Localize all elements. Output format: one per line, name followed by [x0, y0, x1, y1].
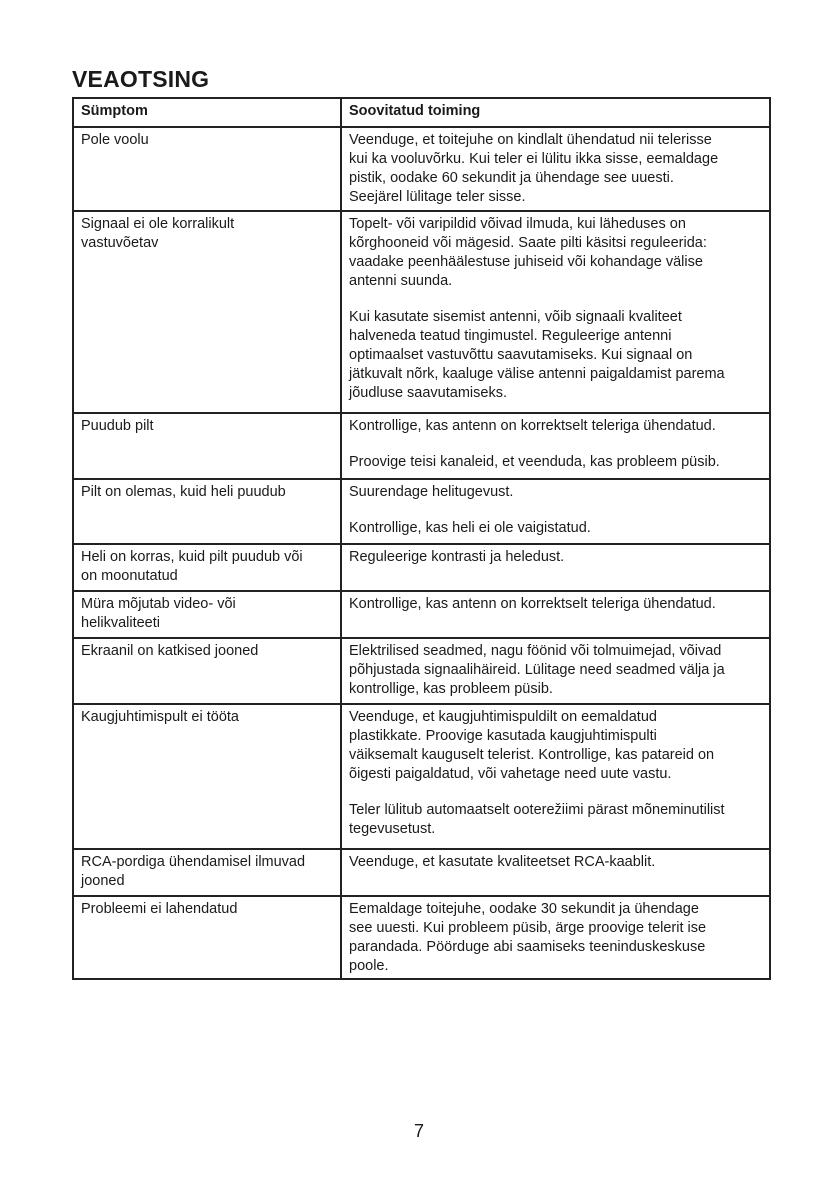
table-row	[73, 896, 770, 979]
symptom-line: helikvaliteeti	[81, 615, 160, 631]
action-line: optimaalset vastuvõttu saavutamiseks. Kui signaal on	[349, 347, 693, 363]
action-paragraph	[349, 853, 762, 872]
table-row	[73, 704, 770, 849]
page-number: 7	[413, 1121, 424, 1141]
action-line: plastikkate. Proovige kasutada kaugjuhtimispulti	[349, 728, 657, 744]
action-paragraph	[349, 483, 762, 502]
symptom-cell	[73, 591, 341, 638]
action-line: Reguleerige kontrasti ja heledust.	[349, 549, 565, 565]
action-line: Kontrollige, kas antenn on korrektselt teleriga ühendatud.	[349, 418, 716, 434]
action-line: Veenduge, et toitejuhe on kindlalt ühendatud nii telerisse	[349, 132, 712, 148]
action-paragraph	[349, 801, 762, 839]
action-line: Eemaldage toitejuhe, oodake 30 sekundit ja ühendage	[349, 901, 699, 917]
action-cell	[341, 211, 770, 413]
action-paragraph	[349, 215, 762, 291]
symptom-cell	[73, 544, 341, 591]
action-line: Elektrilised seadmed, nagu föönid või tolmuimejad, võivad	[349, 643, 722, 659]
table-row	[73, 544, 770, 591]
table-row	[73, 211, 770, 413]
symptom-line: Ekraanil on katkised jooned	[81, 643, 259, 659]
symptom-line: Müra mõjutab video- või	[81, 596, 236, 612]
action-line: see uuesti. Kui probleem püsib, ärge proovige telerit ise	[349, 920, 707, 936]
symptom-cell	[73, 413, 341, 479]
action-paragraph	[349, 595, 762, 614]
symptom-line: Puudub pilt	[81, 418, 154, 434]
troubleshooting-table	[72, 97, 771, 980]
action-paragraph	[349, 708, 762, 784]
table-row	[73, 127, 770, 211]
action-line: kõrghooneid või mägesid. Saate pilti käsitsi reguleerida:	[349, 235, 707, 251]
action-line: põhjustada signaalihäireid. Lülitage need seadmed välja ja	[349, 662, 725, 678]
action-cell	[341, 591, 770, 638]
symptom-line: on moonutatud	[81, 568, 178, 584]
action-paragraph	[349, 453, 762, 472]
symptom-cell	[73, 211, 341, 413]
header-action: Soovitatud toiming	[341, 98, 770, 127]
action-paragraph	[349, 548, 762, 567]
action-line: halveneda teatud tingimustel. Reguleerige antenni	[349, 328, 672, 344]
table-row	[73, 849, 770, 896]
action-cell	[341, 849, 770, 896]
action-cell	[341, 127, 770, 211]
action-paragraph	[349, 417, 762, 436]
symptom-cell	[73, 479, 341, 544]
symptom-line: Probleemi ei lahendatud	[81, 901, 238, 917]
symptom-cell	[73, 849, 341, 896]
action-line: tegevusetust.	[349, 821, 436, 837]
symptom-cell	[73, 638, 341, 704]
symptom-line: vastuvõetav	[81, 235, 159, 251]
action-cell	[341, 704, 770, 849]
action-line: jätkuvalt nõrk, kaaluge välise antenni paigaldamist parema	[349, 366, 725, 382]
action-cell	[341, 413, 770, 479]
action-line: antenni suunda.	[349, 273, 453, 289]
action-cell	[341, 544, 770, 591]
action-line: Topelt- või varipildid võivad ilmuda, kui läheduses on	[349, 216, 686, 232]
action-cell	[341, 479, 770, 544]
action-line: Proovige teisi kanaleid, et veenduda, kas probleem püsib.	[349, 454, 720, 470]
action-paragraph	[349, 519, 762, 538]
header-symptom: Sümptom	[73, 98, 341, 127]
action-line: Veenduge, et kasutate kvaliteetset RCA-kaablit.	[349, 854, 656, 870]
action-line: väiksemalt kauguselt telerist. Kontrollige, kas patareid on	[349, 747, 715, 763]
action-paragraph	[349, 900, 762, 976]
action-paragraph	[349, 308, 762, 403]
symptom-line: Kaugjuhtimispult ei tööta	[81, 709, 239, 725]
action-paragraph	[349, 131, 762, 207]
action-line: Kontrollige, kas antenn on korrektselt teleriga ühendatud.	[349, 596, 716, 612]
action-line: Kontrollige, kas heli ei ole vaigistatud.	[349, 520, 591, 536]
table-row	[73, 638, 770, 704]
action-cell	[341, 896, 770, 979]
table-row	[73, 479, 770, 544]
table-row	[73, 591, 770, 638]
action-line: õigesti paigaldatud, või vahetage need uute vastu.	[349, 766, 672, 782]
action-line: poole.	[349, 958, 389, 974]
action-line: kui ka vooluvõrku. Kui teler ei lülitu ikka sisse, eemaldage	[349, 151, 719, 167]
action-line: Seejärel lülitage teler sisse.	[349, 189, 526, 205]
action-line: Suurendage helitugevust.	[349, 484, 514, 500]
page-title: VEAOTSING	[72, 66, 210, 92]
action-line: parandada. Pöörduge abi saamiseks teeninduskeskuse	[349, 939, 706, 955]
symptom-line: jooned	[81, 873, 125, 889]
action-cell	[341, 638, 770, 704]
symptom-line: Heli on korras, kuid pilt puudub või	[81, 549, 303, 565]
symptom-cell	[73, 704, 341, 849]
action-paragraph	[349, 642, 762, 699]
action-line: vaadake peenhäälestuse juhiseid või kohandage välise	[349, 254, 703, 270]
symptom-cell	[73, 896, 341, 979]
symptom-cell	[73, 127, 341, 211]
table-row	[73, 413, 770, 479]
action-line: jõudluse saavutamiseks.	[349, 385, 507, 401]
action-line: Teler lülitub automaatselt ooterežiimi pärast mõneminutilist	[349, 802, 725, 818]
symptom-line: Signaal ei ole korralikult	[81, 216, 235, 232]
symptom-line: RCA-pordiga ühendamisel ilmuvad	[81, 854, 306, 870]
action-line: Veenduge, et kaugjuhtimispuldilt on eemaldatud	[349, 709, 657, 725]
symptom-line: Pilt on olemas, kuid heli puudub	[81, 484, 286, 500]
table-header-row	[73, 98, 770, 127]
action-line: Kui kasutate sisemist antenni, võib signaali kvaliteet	[349, 309, 682, 325]
action-line: pistik, oodake 60 sekundit ja ühendage see uuesti.	[349, 170, 674, 186]
action-line: kontrollige, kas probleem püsib.	[349, 681, 553, 697]
symptom-line: Pole voolu	[81, 132, 149, 148]
